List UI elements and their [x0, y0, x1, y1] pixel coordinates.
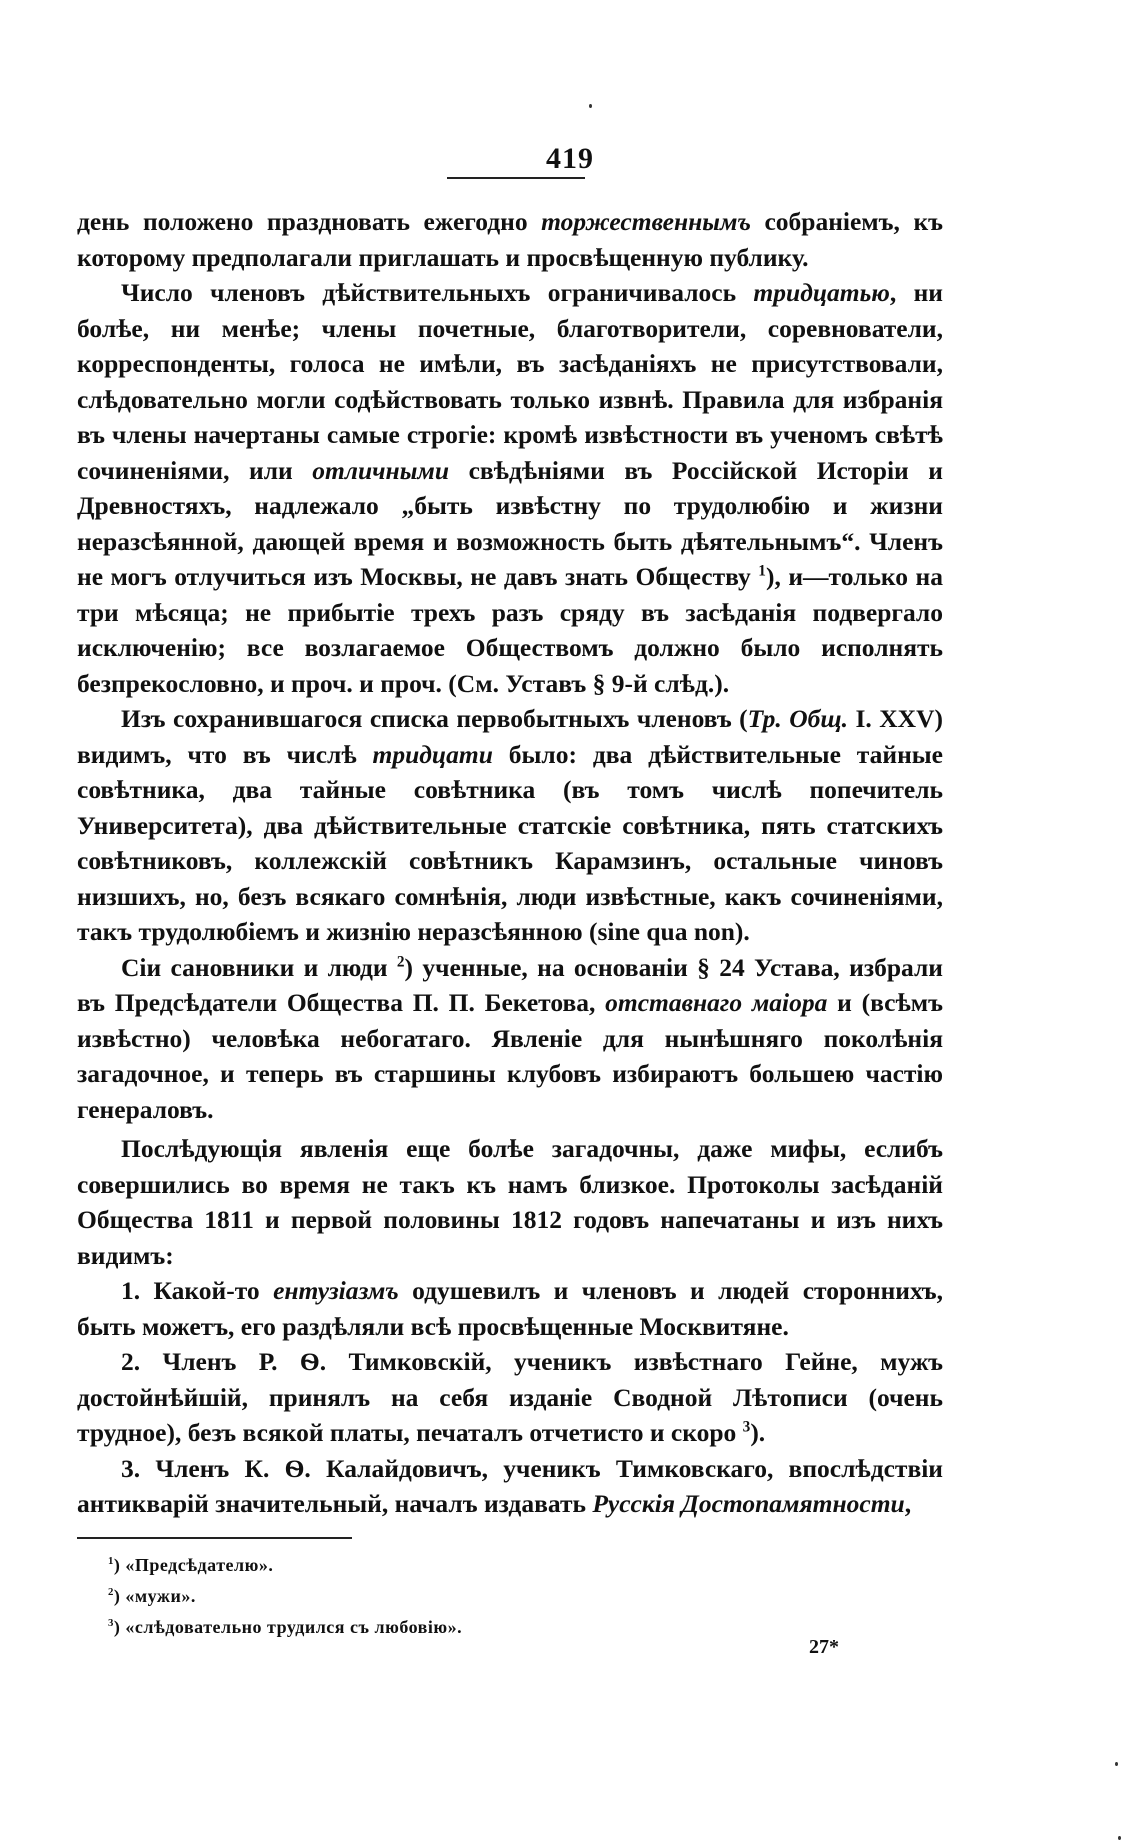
body-text: [77, 204, 943, 1522]
paragraph-8: 3. Членъ К. Ѳ. Калайдовичъ, ученикъ Тимковскаго, впослѣдствіи антикварій значительный, началъ издавать Русскія Достопамятности,: [77, 1453, 943, 1518]
footnote-mark: 3: [108, 1617, 114, 1629]
paragraph-1: день положено праздновать ежегодно торжественнымъ собраніемъ, къ которому предполагали приглашать и просвѣщенную публику.: [77, 207, 944, 272]
footnote-1: [108, 1550, 908, 1581]
printer-signature-mark: 27*: [809, 1636, 839, 1658]
scan-speck: [589, 104, 592, 108]
paragraph-5: Послѣдующія явленія еще болѣе загадочны, даже мифы, еслибъ совершились во время не такъ къ намъ близкое. Протоколы засѣданій Общества 1811 и первой половины 1812 годовъ напечатаны и изъ нихъ видимъ:: [77, 1134, 943, 1270]
footnote-mark: 1: [108, 1555, 114, 1567]
paragraph-2: Число членовъ дѣйствительныхъ ограничивалось тридцатью, ни болѣе, ни менѣе; члены почетные, благотворители, соревнователи, корреспонденты, голоса не имѣли, въ засѣданіяхъ не присутствовали, слѣдовательно могли содѣйствовать только извнѣ. Правила для избранія въ члены начертаны самые строгіе: кромѣ извѣстности въ ученомъ свѣтѣ сочиненіями, или отличными свѣдѣніями въ Россійской Исторіи и Древностяхъ, надлежало „быть извѣстну по трудолюбію и жизни неразсѣянной, дающей время и возможность быть дѣятельнымъ“. Членъ не могъ отлучиться изъ Москвы, не давъ знать Обществу $^1$), и—только на три мѣсяца; не прибытіе трехъ разъ сряду въ засѣданія подвергало исключенію; все возлагаемое Обществомъ должно было исполнять безпрекословно, и проч. и проч. (См. Уставъ § 9-й слѣд.).: [77, 278, 943, 698]
footnote-separator: [77, 1537, 352, 1539]
footnotes: [108, 1550, 908, 1643]
paragraph-7: 2. Членъ Р. Ѳ. Тимковскій, ученикъ извѣстнаго Гейне, мужъ достойнѣйшій, принялъ на себя изданіе Сводной Лѣтописи (очень трудное), безъ всякой платы, печаталъ отчетисто и скоро $^3$).: [77, 1347, 943, 1447]
paragraph-3: Изъ сохранившагося списка первобытныхъ членовъ (Тр. Общ. I. XXV) видимъ, что въ числѣ тридцати было: два дѣйствительные тайные совѣтника, два тайные совѣтника (въ томъ числѣ попечитель Университета), два дѣйствительные статскіе совѣтника, пять статскихъ совѣтниковъ, коллежскій совѣтникъ Карамзинъ, остальные чиновъ низшихъ, но, безъ всякаго сомнѣнія, люди извѣстные, какъ сочиненіями, такъ трудолюбіемъ и жизнію неразсѣянною (sine qua non).: [77, 704, 943, 946]
scan-speck: [1115, 1762, 1118, 1766]
page-number-rule: [447, 177, 585, 179]
paragraph-4: Сіи сановники и люди $^2$) ученные, на основаніи § 24 Устава, избрали въ Предсѣдатели Общества П. П. Бекетова, отставнаго маіора и (всѣмъ извѣстно) человѣка небогатаго. Явленіе для нынѣшняго поколѣнія загадочное, и теперь въ старшины клубовъ избираютъ большею частію генераловъ.: [77, 952, 944, 1124]
footnote-3: [108, 1612, 908, 1643]
footnote-2: [108, 1581, 908, 1612]
footnote-mark: 2: [108, 1586, 114, 1598]
page-number: 419: [546, 142, 594, 175]
paragraph-6: 1. Какой-то ентузіазмъ одушевилъ и членовъ и людей стороннихъ, быть можетъ, его раздѣляли всѣ просвѣщенные Москвитяне.: [77, 1276, 943, 1341]
scan-speck: [1118, 1836, 1121, 1840]
footnote-text: ) «слѣдовательно трудился съ любовію».: [113, 1617, 463, 1637]
footnote-text: ) «Предсѣдателю».: [113, 1555, 274, 1575]
footnote-text: ) «мужи».: [113, 1586, 196, 1606]
